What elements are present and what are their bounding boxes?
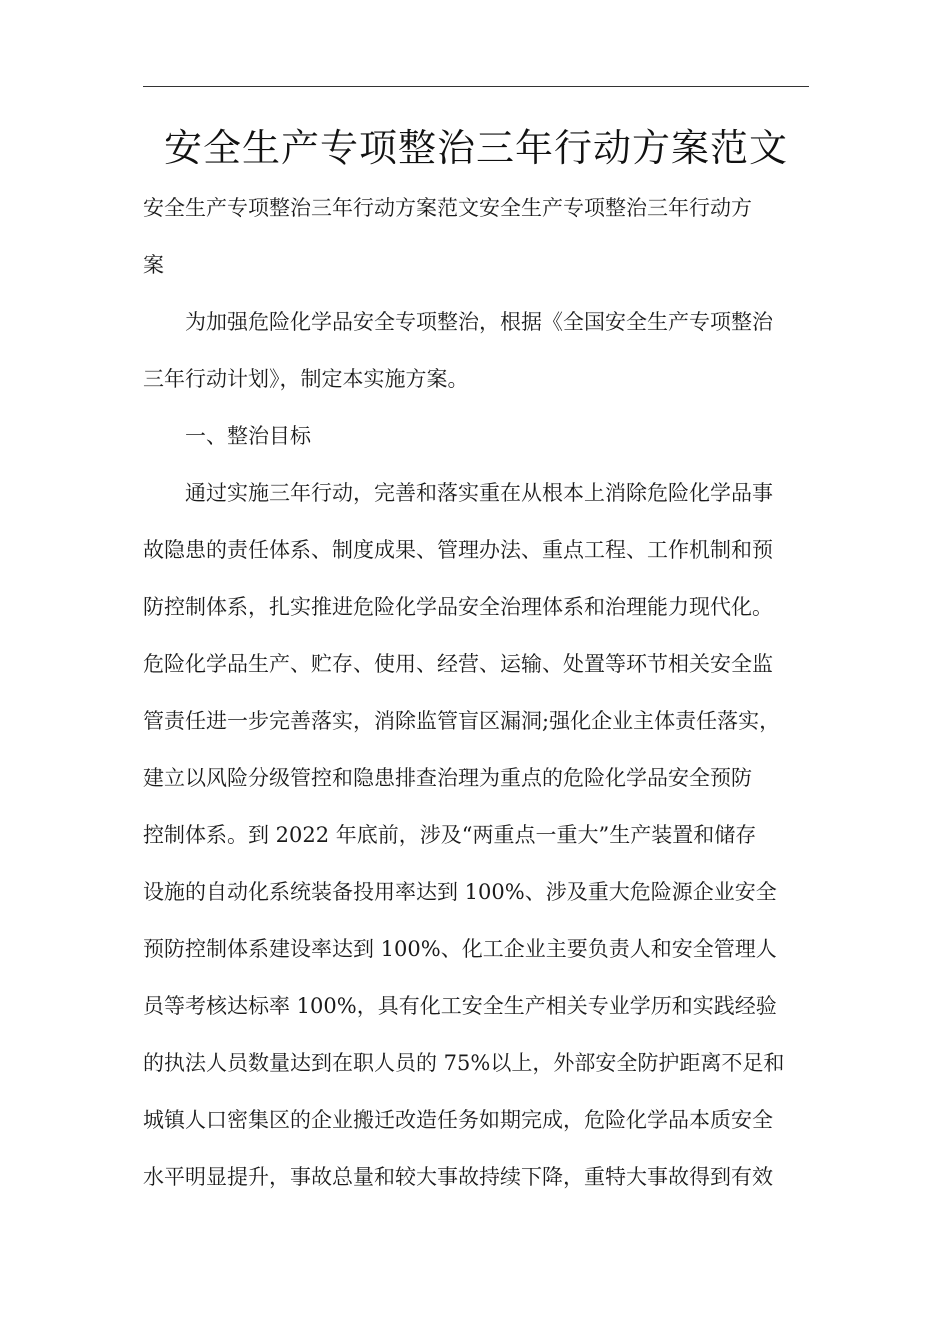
text-line: 防控制体系，扎实推进危险化学品安全治理体系和治理能力现代化。: [143, 595, 773, 619]
text-line: 管责任进一步完善落实，消除监管盲区漏洞;强化企业主体责任落实，: [143, 709, 781, 733]
text-line: 的执法人员数量达到在职人员的 75%以上，外部安全防护距离不足和: [143, 1051, 785, 1075]
paragraph-start-line: 为加强危险化学品安全专项整治，根据《全国安全生产专项整治: [185, 310, 773, 334]
text-line: 员等考核达标率 100%，具有化工安全生产相关专业学历和实践经验: [143, 994, 777, 1018]
header-rule: [143, 86, 809, 87]
text-line: 水平明显提升，事故总量和较大事故持续下降，重特大事故得到有效: [143, 1165, 773, 1189]
paragraph-start-line: 通过实施三年行动，完善和落实重在从根本上消除危险化学品事: [185, 481, 773, 505]
text-line: 故隐患的责任体系、制度成果、管理办法、重点工程、工作机制和预: [143, 538, 773, 562]
text-line: 设施的自动化系统装备投用率达到 100%、涉及重大危险源企业安全: [143, 880, 777, 904]
text-line: 案: [143, 253, 164, 277]
document-title: 安全生产专项整治三年行动方案范文: [163, 126, 788, 170]
text-line: 安全生产专项整治三年行动方案范文安全生产专项整治三年行动方: [143, 196, 752, 220]
section-heading: 一、整治目标: [185, 424, 311, 448]
text-line: 预防控制体系建设率达到 100%、化工企业主要负责人和安全管理人: [143, 937, 777, 961]
text-line: 控制体系。到 2022 年底前，涉及“两重点一重大”生产装置和储存: [143, 823, 757, 847]
document-body: [143, 180, 809, 1206]
text-line: 危险化学品生产、贮存、使用、经营、运输、处置等环节相关安全监: [143, 652, 773, 676]
text-line: 城镇人口密集区的企业搬迁改造任务如期完成，危险化学品本质安全: [143, 1108, 773, 1132]
text-line: 建立以风险分级管控和隐患排查治理为重点的危险化学品安全预防: [143, 766, 752, 790]
text-line: 三年行动计划》，制定本实施方案。: [143, 367, 469, 391]
